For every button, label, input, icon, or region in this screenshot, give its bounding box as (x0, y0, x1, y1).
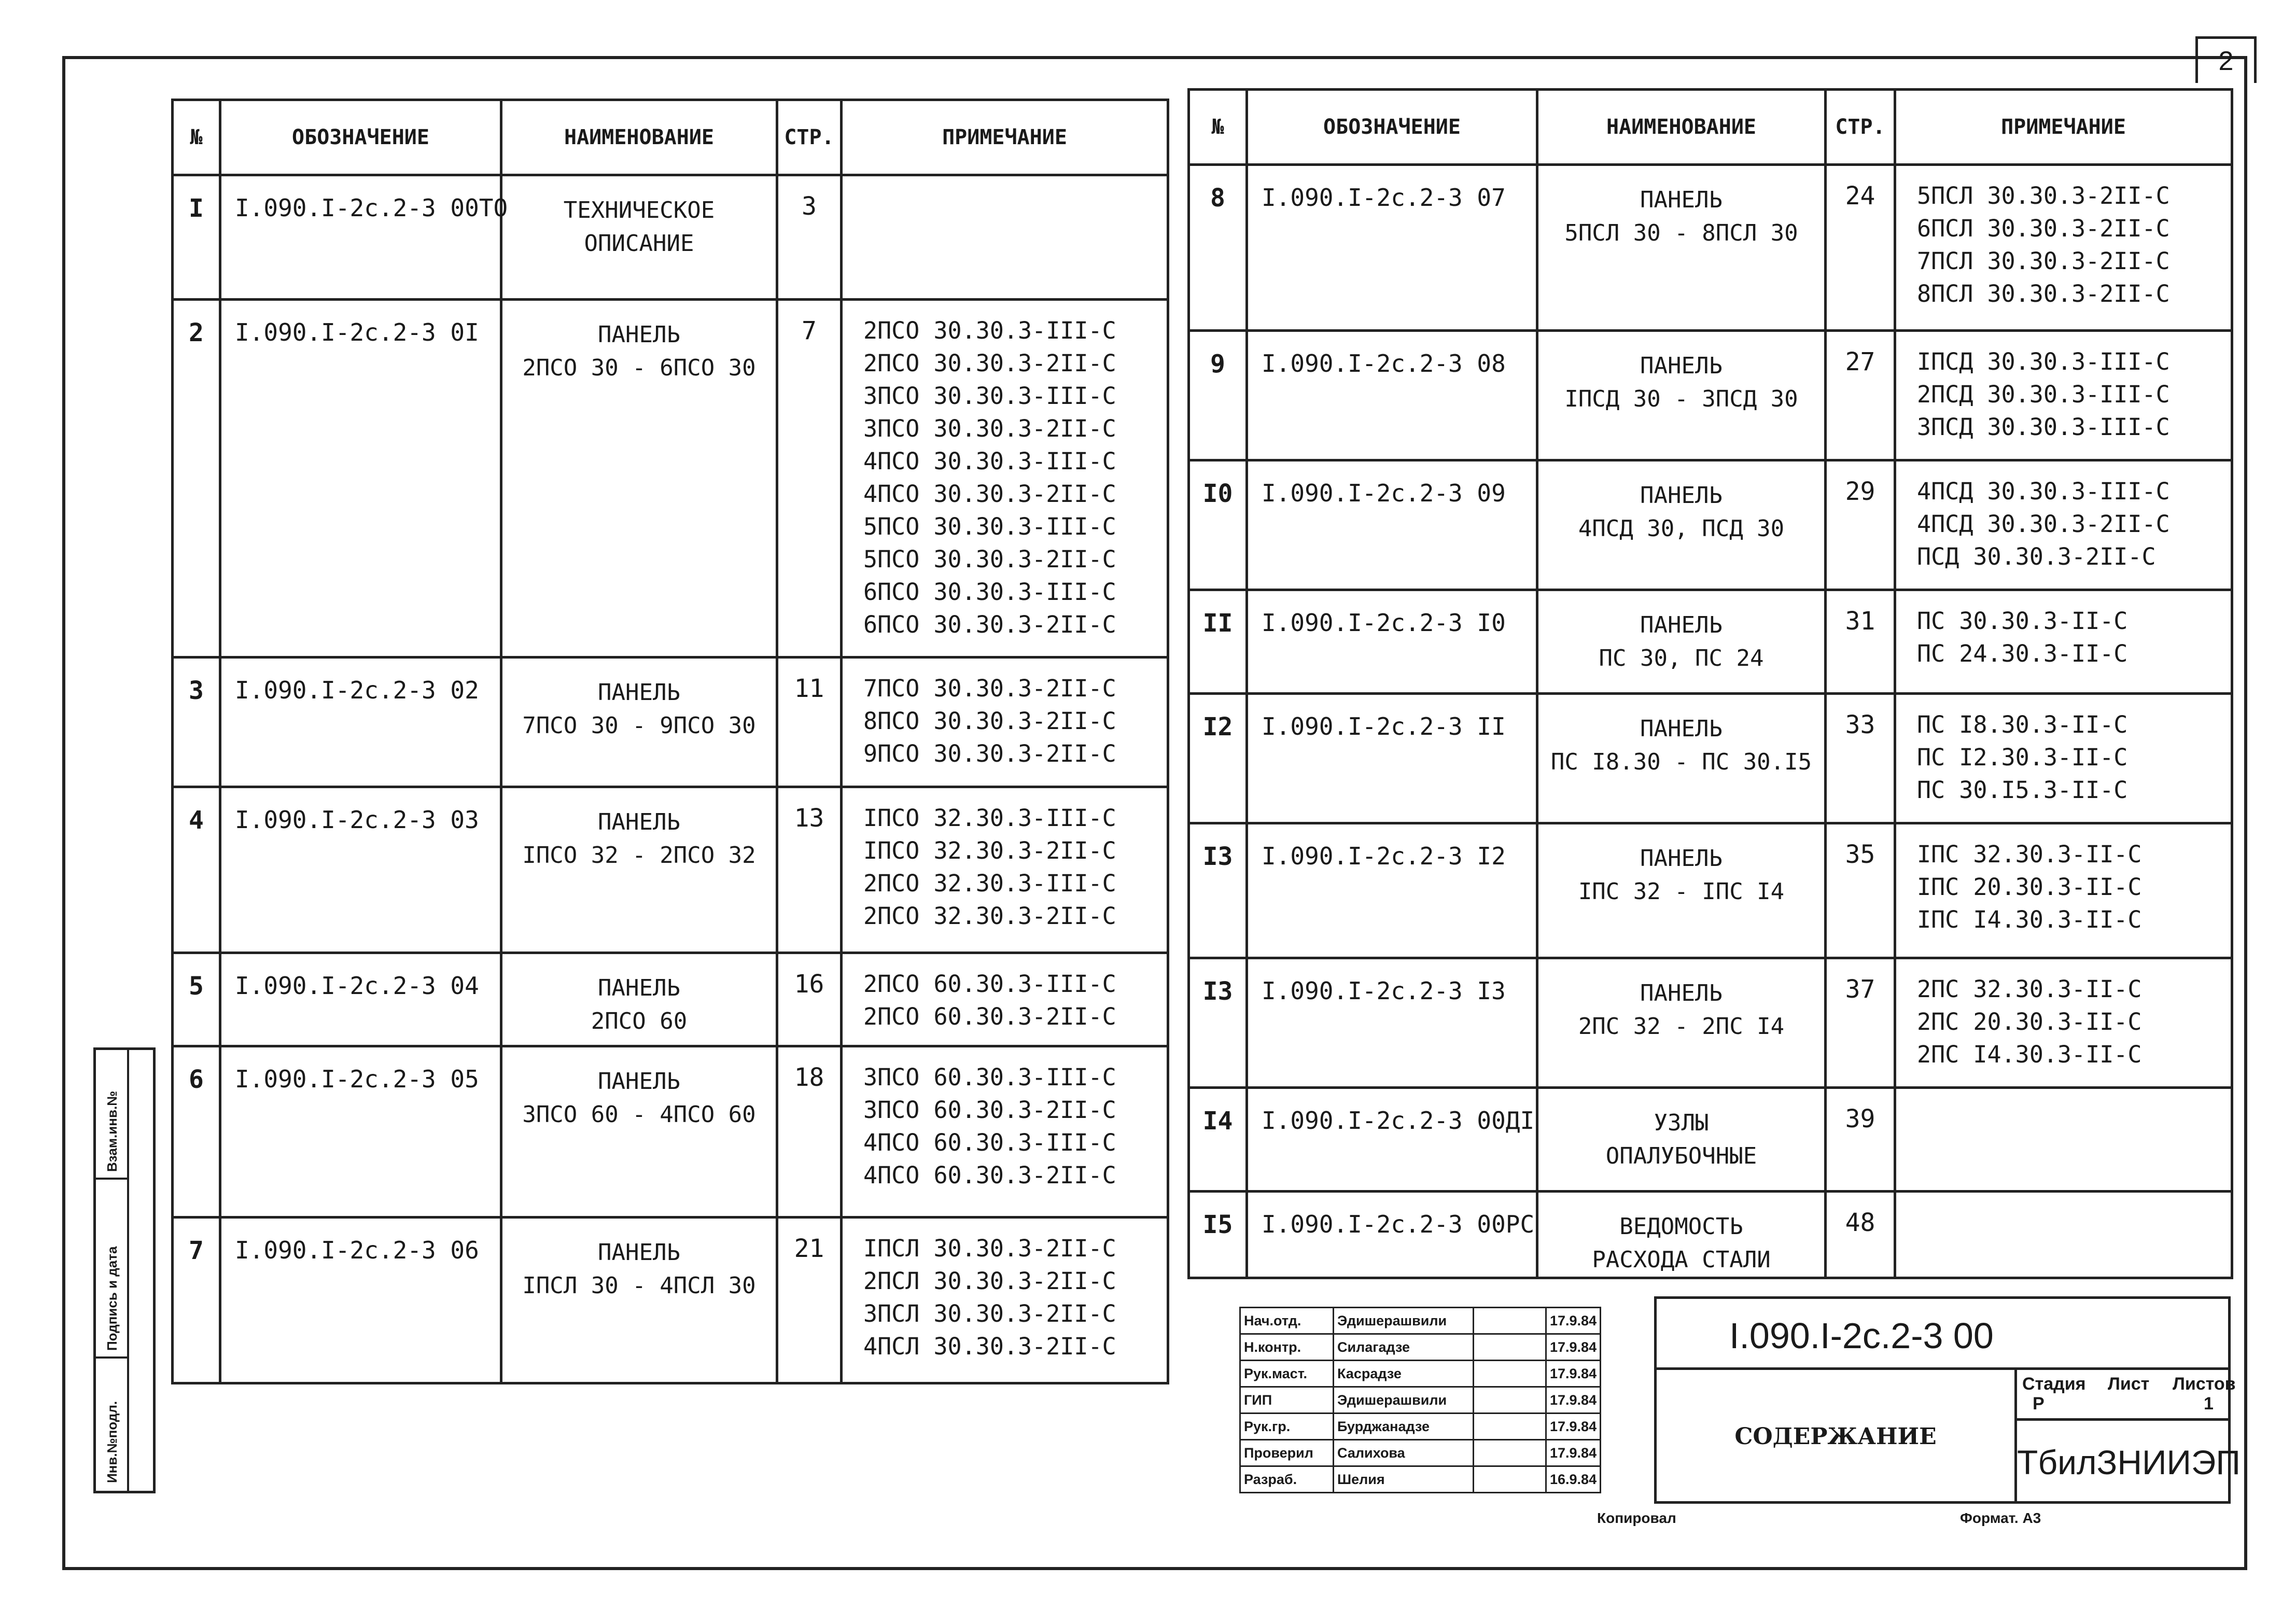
signer-role: Рук.маст. (1240, 1361, 1334, 1387)
table-row (173, 1218, 1168, 1383)
page-number-cell: 18 (777, 1046, 842, 1218)
row-number: I (173, 175, 220, 300)
sign-date: 16.9.84 (1546, 1466, 1601, 1493)
sheets-label: Листов (2173, 1374, 2236, 1394)
col-header-note: ПРИМЕЧАНИЕ (842, 100, 1168, 175)
note-cell (842, 953, 1168, 1046)
item-name (501, 300, 777, 657)
note-line: 3ПСЛ 30.30.3-2II-С (863, 1300, 1116, 1327)
page-number: 2 (2195, 36, 2257, 83)
designation-code: I.090.I-2c.2-3 I2 (1247, 823, 1537, 958)
note-line: 4ПСД 30.30.3-III-С (1917, 478, 2170, 505)
item-name-line: 2ПС 32 - 2ПС I4 (1578, 1013, 1785, 1040)
note-line: 5ПСО 30.30.3-2II-С (863, 545, 1116, 573)
note-cell (842, 175, 1168, 300)
right-contents-table (1187, 88, 2233, 1279)
col-header-name: НАИМЕНОВАНИЕ (1537, 90, 1826, 165)
side-cell (96, 1050, 127, 1180)
col-header-page: СТР. (777, 100, 842, 175)
item-name-line: 2ПСО 30 - 6ПСО 30 (522, 355, 756, 381)
note-cell (842, 1218, 1168, 1383)
note-line: 2ПС 32.30.3-II-С (1917, 975, 2142, 1003)
table-row (1189, 958, 2232, 1088)
item-name (1537, 165, 1826, 331)
item-name-line: ПАНЕЛЬ (598, 975, 680, 1001)
table-row (1189, 331, 2232, 460)
note-cell (1895, 694, 2232, 823)
note-line: IПСО 32.30.3-III-С (863, 804, 1116, 832)
row-number: I2 (1189, 694, 1247, 823)
signature (1474, 1466, 1546, 1493)
side-label-replace-inv: Взам.инв.№ (104, 1090, 120, 1172)
left-contents-table (171, 99, 1169, 1384)
note-line: 7ПСО 30.30.3-2II-С (863, 675, 1116, 702)
note-line: 2ПСО 32.30.3-III-С (863, 870, 1116, 897)
note-cell (1895, 1192, 2232, 1278)
note-line: 2ПСД 30.30.3-III-С (1917, 381, 2170, 408)
item-name-line: ПАНЕЛЬ (1640, 353, 1723, 379)
designation-code: I.090.I-2c.2-3 00TO (220, 175, 501, 300)
item-name (1537, 590, 1826, 694)
signature (1474, 1414, 1546, 1440)
page-number-cell: 39 (1826, 1088, 1895, 1192)
sign-date: 17.9.84 (1546, 1387, 1601, 1414)
designation-code: I.090.I-2c.2-3 06 (220, 1218, 501, 1383)
document-number: I.090.I-2c.2-3 00 (1654, 1296, 2231, 1370)
item-name-line: 7ПСО 30 - 9ПСО 30 (522, 712, 756, 739)
sign-date: 17.9.84 (1546, 1414, 1601, 1440)
signer-name: Шелия (1334, 1466, 1474, 1493)
note-line: 4ПСЛ 30.30.3-2II-С (863, 1333, 1116, 1360)
note-line: ПС 30.30.3-II-С (1917, 607, 2128, 635)
note-line: IПС 20.30.3-II-С (1917, 873, 2142, 901)
note-line: 2ПСО 30.30.3-2II-С (863, 349, 1116, 377)
signature-row (1240, 1361, 1601, 1387)
page-number-cell: 37 (1826, 958, 1895, 1088)
col-header-no: № (1189, 90, 1247, 165)
signature-row (1240, 1440, 1601, 1466)
table-row (173, 1046, 1168, 1218)
note-line: 6ПСО 30.30.3-2II-С (863, 611, 1116, 638)
row-number: 2 (173, 300, 220, 657)
row-number: I0 (1189, 460, 1247, 590)
sheet-label: Лист (2108, 1374, 2150, 1394)
item-name (1537, 694, 1826, 823)
note-cell (1895, 165, 2232, 331)
designation-code: I.090.I-2c.2-3 02 (220, 657, 501, 787)
note-line: 7ПСЛ 30.30.3-2II-С (1917, 247, 2170, 275)
signer-role: Разраб. (1240, 1466, 1334, 1493)
sign-date: 17.9.84 (1546, 1440, 1601, 1466)
item-name-line: ПС 30, ПС 24 (1599, 645, 1764, 671)
note-line: 5ПСО 30.30.3-III-С (863, 513, 1116, 540)
row-number: 7 (173, 1218, 220, 1383)
organization-name: ТбилЗНИИЭП (2017, 1421, 2231, 1504)
table-row (1189, 165, 2232, 331)
note-cell (842, 657, 1168, 787)
row-number: I4 (1189, 1088, 1247, 1192)
note-line: 3ПСО 30.30.3-2II-С (863, 415, 1116, 442)
signature-row (1240, 1334, 1601, 1361)
stage-value: Р (2033, 1394, 2045, 1414)
item-name-line: ПАНЕЛЬ (1640, 187, 1723, 213)
designation-code: I.090.I-2c.2-3 07 (1247, 165, 1537, 331)
table-row (1189, 823, 2232, 958)
item-name-line: IПС 32 - IПС I4 (1578, 878, 1785, 905)
item-name-line: ПАНЕЛЬ (598, 1239, 680, 1266)
note-cell (1895, 823, 2232, 958)
row-number: 4 (173, 787, 220, 953)
col-header-code: ОБОЗНАЧЕНИЕ (220, 100, 501, 175)
document-title: СОДЕРЖАНИЕ (1654, 1370, 2017, 1504)
signature (1474, 1334, 1546, 1361)
page-number-cell: 35 (1826, 823, 1895, 958)
item-name-line: IПСД 30 - 3ПСД 30 (1564, 386, 1798, 412)
table-row (1189, 694, 2232, 823)
note-line: 2ПС 20.30.3-II-С (1917, 1008, 2142, 1036)
note-line: 4ПСО 30.30.3-III-С (863, 447, 1116, 475)
item-name (1537, 823, 1826, 958)
signatures-table (1239, 1307, 1601, 1493)
note-line: 3ПСО 60.30.3-2II-С (863, 1096, 1116, 1124)
item-name (1537, 1088, 1826, 1192)
signer-role: ГИП (1240, 1387, 1334, 1414)
item-name (501, 787, 777, 953)
note-line: IПСД 30.30.3-III-С (1917, 348, 2170, 375)
designation-code: I.090.I-2c.2-3 I3 (1247, 958, 1537, 1088)
side-label-signature-date: Подпись и дата (104, 1246, 120, 1351)
col-header-code: ОБОЗНАЧЕНИЕ (1247, 90, 1537, 165)
item-name-line: IПСЛ 30 - 4ПСЛ 30 (522, 1272, 756, 1299)
page-number-cell: 24 (1826, 165, 1895, 331)
side-stamp (93, 1047, 156, 1493)
sign-date: 17.9.84 (1546, 1361, 1601, 1387)
col-header-name: НАИМЕНОВАНИЕ (501, 100, 777, 175)
item-name-line: ПАНЕЛЬ (1640, 845, 1723, 872)
signer-role: Рук.гр. (1240, 1414, 1334, 1440)
page-number-cell: 11 (777, 657, 842, 787)
item-name (501, 1046, 777, 1218)
item-name-line: ТЕХНИЧЕСКОЕ (563, 197, 715, 223)
note-line: 4ПСО 60.30.3-III-С (863, 1129, 1116, 1156)
side-cell (96, 1180, 127, 1359)
designation-code: I.090.I-2c.2-3 04 (220, 953, 501, 1046)
signature (1474, 1361, 1546, 1387)
signer-name: Эдишерашвили (1334, 1387, 1474, 1414)
table-row (173, 657, 1168, 787)
row-number: I5 (1189, 1192, 1247, 1278)
item-name-line: IПСО 32 - 2ПСО 32 (522, 842, 756, 869)
note-line: 2ПСО 30.30.3-III-С (863, 317, 1116, 344)
signer-name: Бурджанадзе (1334, 1414, 1474, 1440)
note-line: 9ПСО 30.30.3-2II-С (863, 740, 1116, 767)
signer-role: Нач.отд. (1240, 1308, 1334, 1334)
designation-code: I.090.I-2c.2-3 05 (220, 1046, 501, 1218)
note-line: 2ПСЛ 30.30.3-2II-С (863, 1267, 1116, 1295)
item-name (501, 175, 777, 300)
item-name-line: ПАНЕЛЬ (1640, 716, 1723, 742)
item-name-line: ПАНЕЛЬ (598, 809, 680, 835)
item-name-line: ОПАЛУБОЧНЫЕ (1605, 1143, 1757, 1169)
designation-code: I.090.I-2c.2-3 03 (220, 787, 501, 953)
stage-label: Стадия (2022, 1374, 2086, 1394)
note-line: 3ПСО 60.30.3-III-С (863, 1064, 1116, 1091)
page-number-cell: 29 (1826, 460, 1895, 590)
item-name-line: ПАНЕЛЬ (1640, 612, 1723, 638)
sheets-value: 1 (2204, 1394, 2214, 1414)
designation-code: I.090.I-2c.2-3 09 (1247, 460, 1537, 590)
page-number-cell: 33 (1826, 694, 1895, 823)
row-number: 9 (1189, 331, 1247, 460)
note-line: 6ПСЛ 30.30.3-2II-С (1917, 215, 2170, 242)
col-header-note: ПРИМЕЧАНИЕ (1895, 90, 2232, 165)
stage-box (2017, 1370, 2236, 1421)
designation-code: I.090.I-2c.2-3 08 (1247, 331, 1537, 460)
signature-row (1240, 1387, 1601, 1414)
col-header-no: № (173, 100, 220, 175)
page-number-cell: 21 (777, 1218, 842, 1383)
item-name (1537, 958, 1826, 1088)
signer-role: Н.контр. (1240, 1334, 1334, 1361)
left-header-row (173, 100, 1168, 175)
copied-label: Копировал (1597, 1510, 1676, 1526)
note-line: 2ПСО 32.30.3-2II-С (863, 902, 1116, 930)
designation-code: I.090.I-2c.2-3 00РС (1247, 1192, 1537, 1278)
side-divider (127, 1050, 129, 1491)
page-number-cell: 3 (777, 175, 842, 300)
note-cell (842, 300, 1168, 657)
note-cell (1895, 331, 2232, 460)
note-line: IПСО 32.30.3-2II-С (863, 837, 1116, 864)
side-cell (96, 1359, 127, 1491)
signer-role: Проверил (1240, 1440, 1334, 1466)
table-row (1189, 460, 2232, 590)
item-name-line: 5ПСЛ 30 - 8ПСЛ 30 (1564, 220, 1798, 246)
signature-row (1240, 1414, 1601, 1440)
designation-code: I.090.I-2c.2-3 0I (220, 300, 501, 657)
right-header-row (1189, 90, 2232, 165)
note-cell (1895, 590, 2232, 694)
note-line: IПС 32.30.3-II-С (1917, 841, 2142, 868)
note-line: 6ПСО 30.30.3-III-С (863, 578, 1116, 606)
signer-name: Силагадзе (1334, 1334, 1474, 1361)
page-number-cell: 16 (777, 953, 842, 1046)
item-name-line: 4ПСД 30, ПСД 30 (1578, 515, 1785, 542)
item-name-line: ПАНЕЛЬ (598, 679, 680, 706)
note-cell (1895, 958, 2232, 1088)
note-line: IПСЛ 30.30.3-2II-С (863, 1235, 1116, 1262)
note-cell (1895, 460, 2232, 590)
item-name-line: 3ПСО 60 - 4ПСО 60 (522, 1101, 756, 1128)
table-row (173, 953, 1168, 1046)
item-name-line: РАСХОДА СТАЛИ (1592, 1247, 1771, 1273)
note-cell (842, 1046, 1168, 1218)
signer-name: Салихова (1334, 1440, 1474, 1466)
page-number-cell: 7 (777, 300, 842, 657)
format-label: Формат. А3 (1960, 1510, 2041, 1526)
item-name-line: ПАНЕЛЬ (598, 321, 680, 348)
item-name-line: УЗЛЫ (1654, 1110, 1709, 1136)
item-name-line: ПАНЕЛЬ (598, 1068, 680, 1095)
note-line: 2ПСО 60.30.3-2II-С (863, 1003, 1116, 1030)
note-cell (842, 787, 1168, 953)
item-name (1537, 460, 1826, 590)
row-number: 8 (1189, 165, 1247, 331)
row-number: 5 (173, 953, 220, 1046)
item-name (1537, 331, 1826, 460)
note-line: IПС I4.30.3-II-С (1917, 906, 2142, 933)
table-row (173, 787, 1168, 953)
table-row (1189, 1088, 2232, 1192)
item-name-line: ОПИСАНИЕ (584, 230, 694, 257)
designation-code: I.090.I-2c.2-3 II (1247, 694, 1537, 823)
note-line: 2ПС I4.30.3-II-С (1917, 1041, 2142, 1068)
note-line: ПС I8.30.3-II-С (1917, 711, 2128, 738)
note-line: 3ПСД 30.30.3-III-С (1917, 413, 2170, 441)
table-row (173, 175, 1168, 300)
page-number-cell: 48 (1826, 1192, 1895, 1278)
item-name-line: 2ПСО 60 (591, 1008, 688, 1034)
item-name-line: ПАНЕЛЬ (1640, 482, 1723, 509)
page-number-cell: 27 (1826, 331, 1895, 460)
signer-name: Касрадзе (1334, 1361, 1474, 1387)
note-line: 4ПСО 30.30.3-2II-С (863, 480, 1116, 508)
page-number-cell: 13 (777, 787, 842, 953)
item-name-line: ПС I8.30 - ПС 30.I5 (1550, 749, 1812, 775)
item-name (501, 953, 777, 1046)
signer-name: Эдишерашвили (1334, 1308, 1474, 1334)
note-line: 8ПСО 30.30.3-2II-С (863, 707, 1116, 735)
note-cell (1895, 1088, 2232, 1192)
col-header-page: СТР. (1826, 90, 1895, 165)
signature-row (1240, 1308, 1601, 1334)
note-line: 4ПСД 30.30.3-2II-С (1917, 510, 2170, 538)
sign-date: 17.9.84 (1546, 1334, 1601, 1361)
table-row (1189, 590, 2232, 694)
signature (1474, 1308, 1546, 1334)
note-line: 5ПСЛ 30.30.3-2II-С (1917, 182, 2170, 209)
note-line: ПС I2.30.3-II-С (1917, 744, 2128, 771)
side-label-inv-no: Инв.№подл. (104, 1401, 120, 1483)
signature-row (1240, 1466, 1601, 1493)
note-line: 2ПСО 60.30.3-III-С (863, 970, 1116, 998)
row-number: I3 (1189, 958, 1247, 1088)
row-number: II (1189, 590, 1247, 694)
row-number: 3 (173, 657, 220, 787)
note-line: 8ПСЛ 30.30.3-2II-С (1917, 280, 2170, 307)
signature (1474, 1387, 1546, 1414)
note-line: ПС 30.I5.3-II-С (1917, 776, 2128, 804)
designation-code: I.090.I-2c.2-3 00ДI (1247, 1088, 1537, 1192)
sign-date: 17.9.84 (1546, 1308, 1601, 1334)
title-block (1239, 1296, 2241, 1504)
signature (1474, 1440, 1546, 1466)
note-line: ПСД 30.30.3-2II-С (1917, 543, 2156, 570)
item-name (1537, 1192, 1826, 1278)
row-number: 6 (173, 1046, 220, 1218)
page-number-cell: 31 (1826, 590, 1895, 694)
note-line: 3ПСО 30.30.3-III-С (863, 382, 1116, 410)
designation-code: I.090.I-2c.2-3 I0 (1247, 590, 1537, 694)
item-name (501, 657, 777, 787)
item-name (501, 1218, 777, 1383)
note-line: ПС 24.30.3-II-С (1917, 640, 2128, 667)
note-line: 4ПСО 60.30.3-2II-С (863, 1162, 1116, 1189)
row-number: I3 (1189, 823, 1247, 958)
table-row (173, 300, 1168, 657)
table-row (1189, 1192, 2232, 1278)
item-name-line: ПАНЕЛЬ (1640, 980, 1723, 1006)
item-name-line: ВЕДОМОСТЬ (1619, 1213, 1743, 1240)
